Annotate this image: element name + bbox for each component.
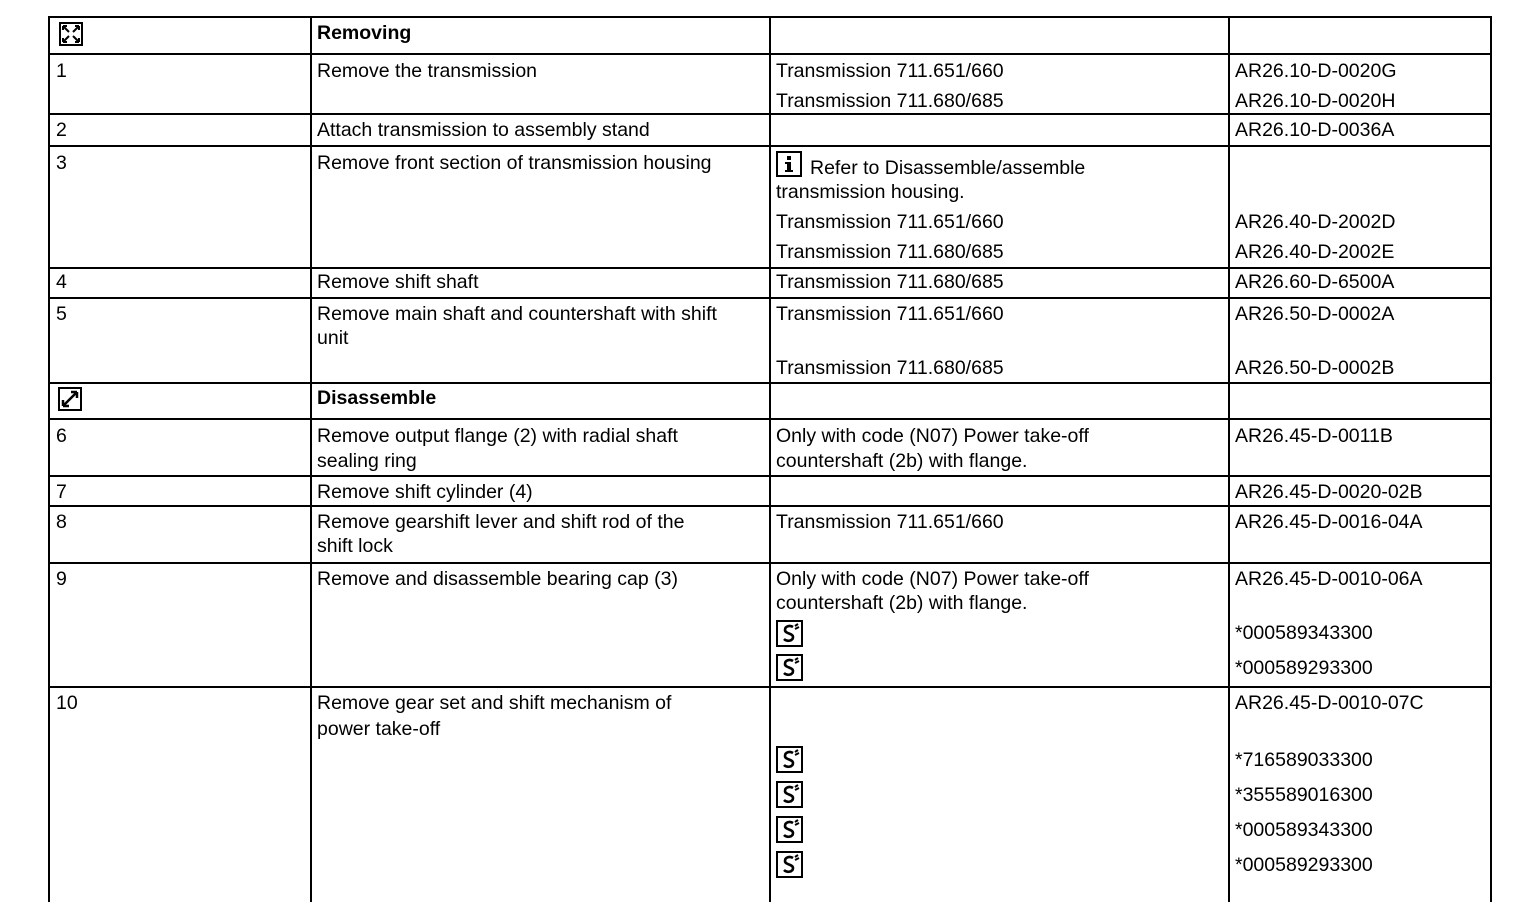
row-divider xyxy=(48,382,1492,384)
step-description: unit xyxy=(317,327,349,349)
step-number: 9 xyxy=(56,568,67,590)
step-number: 6 xyxy=(56,425,67,447)
step-note: Transmission 711.651/660 xyxy=(776,211,1004,233)
section-title: Disassemble xyxy=(317,387,437,409)
info-text[interactable]: Refer to Disassemble/assemble xyxy=(810,157,1086,179)
step-description: shift lock xyxy=(317,535,393,557)
step-description: Remove and disassemble bearing cap (3) xyxy=(317,568,678,590)
reference-link[interactable]: AR26.10-D-0020G xyxy=(1235,60,1397,82)
tool-number[interactable]: *000589343300 xyxy=(1235,622,1373,644)
step-note: Only with code (N07) Power take-off xyxy=(776,425,1089,447)
row-divider xyxy=(48,562,1492,564)
info-icon[interactable] xyxy=(776,151,802,177)
step-description: Remove the transmission xyxy=(317,60,538,82)
info-text[interactable]: transmission housing. xyxy=(776,181,965,203)
step-number: 7 xyxy=(56,481,67,503)
reference-link[interactable]: AR26.45-D-0020-02B xyxy=(1235,481,1423,503)
tool-number[interactable]: *000589293300 xyxy=(1235,854,1373,876)
step-number: 2 xyxy=(56,119,67,141)
column-divider xyxy=(48,16,50,902)
step-note: Transmission 711.680/685 xyxy=(776,271,1004,293)
row-divider xyxy=(48,475,1492,477)
step-note: countershaft (2b) with flange. xyxy=(776,592,1028,614)
column-divider xyxy=(769,16,771,902)
row-divider xyxy=(48,686,1492,688)
step-number: 1 xyxy=(56,60,67,82)
step-description: Remove gear set and shift mechanism of xyxy=(317,692,672,714)
column-divider xyxy=(310,16,312,902)
tool-number[interactable]: *355589016300 xyxy=(1235,784,1373,806)
step-description: power take-off xyxy=(317,718,441,740)
tool-number[interactable]: *000589293300 xyxy=(1235,657,1373,679)
step-description: Remove gearshift lever and shift rod of the xyxy=(317,511,685,533)
row-divider xyxy=(48,418,1492,420)
reference-link[interactable]: AR26.45-D-0016-04A xyxy=(1235,511,1423,533)
row-divider xyxy=(48,505,1492,507)
reference-link[interactable]: AR26.60-D-6500A xyxy=(1235,271,1395,293)
row-divider xyxy=(48,53,1492,55)
tool-number[interactable]: *000589343300 xyxy=(1235,819,1373,841)
step-description: Remove shift shaft xyxy=(317,271,479,293)
reference-link[interactable]: AR26.45-D-0011B xyxy=(1235,425,1393,447)
disassemble-icon xyxy=(58,387,82,411)
reference-link[interactable]: AR26.50-D-0002A xyxy=(1235,303,1395,325)
step-number: 10 xyxy=(56,692,78,714)
special-tool-icon[interactable] xyxy=(776,746,803,773)
reference-link[interactable]: AR26.10-D-0020H xyxy=(1235,90,1396,112)
step-description: Remove main shaft and countershaft with shift xyxy=(317,303,717,325)
special-tool-icon[interactable] xyxy=(776,851,803,878)
step-description: Remove output flange (2) with radial shaft xyxy=(317,425,678,447)
step-note: Transmission 711.651/660 xyxy=(776,303,1004,325)
special-tool-icon[interactable] xyxy=(776,816,803,843)
step-number: 4 xyxy=(56,271,67,293)
reference-link[interactable]: AR26.40-D-2002E xyxy=(1235,241,1395,263)
step-note: Transmission 711.680/685 xyxy=(776,241,1004,263)
reference-link[interactable]: AR26.45-D-0010-07C xyxy=(1235,692,1424,714)
step-note: Only with code (N07) Power take-off xyxy=(776,568,1089,590)
reference-link[interactable]: AR26.50-D-0002B xyxy=(1235,357,1395,379)
row-divider xyxy=(48,267,1492,269)
section-title: Removing xyxy=(317,22,412,44)
step-note: Transmission 711.651/660 xyxy=(776,511,1004,533)
tool-number[interactable]: *716589033300 xyxy=(1235,749,1373,771)
row-divider xyxy=(48,113,1492,115)
step-description: sealing ring xyxy=(317,450,417,472)
step-number: 8 xyxy=(56,511,67,533)
special-tool-icon[interactable] xyxy=(776,620,803,647)
work-steps-table xyxy=(48,16,1492,902)
special-tool-icon[interactable] xyxy=(776,654,803,681)
step-note: countershaft (2b) with flange. xyxy=(776,450,1028,472)
row-divider xyxy=(48,145,1492,147)
step-note: Transmission 711.651/660 xyxy=(776,60,1004,82)
step-number: 3 xyxy=(56,152,67,174)
step-note: Transmission 711.680/685 xyxy=(776,357,1004,379)
row-divider xyxy=(48,16,1492,18)
special-tool-icon[interactable] xyxy=(776,781,803,808)
reference-link[interactable]: AR26.45-D-0010-06A xyxy=(1235,568,1423,590)
column-divider xyxy=(1490,16,1492,902)
step-number: 5 xyxy=(56,303,67,325)
step-description: Remove shift cylinder (4) xyxy=(317,481,533,503)
reference-link[interactable]: AR26.10-D-0036A xyxy=(1235,119,1395,141)
remove-icon xyxy=(59,22,83,46)
step-note: Transmission 711.680/685 xyxy=(776,90,1004,112)
step-description: Remove front section of transmission housing xyxy=(317,152,712,174)
reference-link[interactable]: AR26.40-D-2002D xyxy=(1235,211,1396,233)
step-description: Attach transmission to assembly stand xyxy=(317,119,650,141)
column-divider xyxy=(1228,16,1230,902)
row-divider xyxy=(48,297,1492,299)
